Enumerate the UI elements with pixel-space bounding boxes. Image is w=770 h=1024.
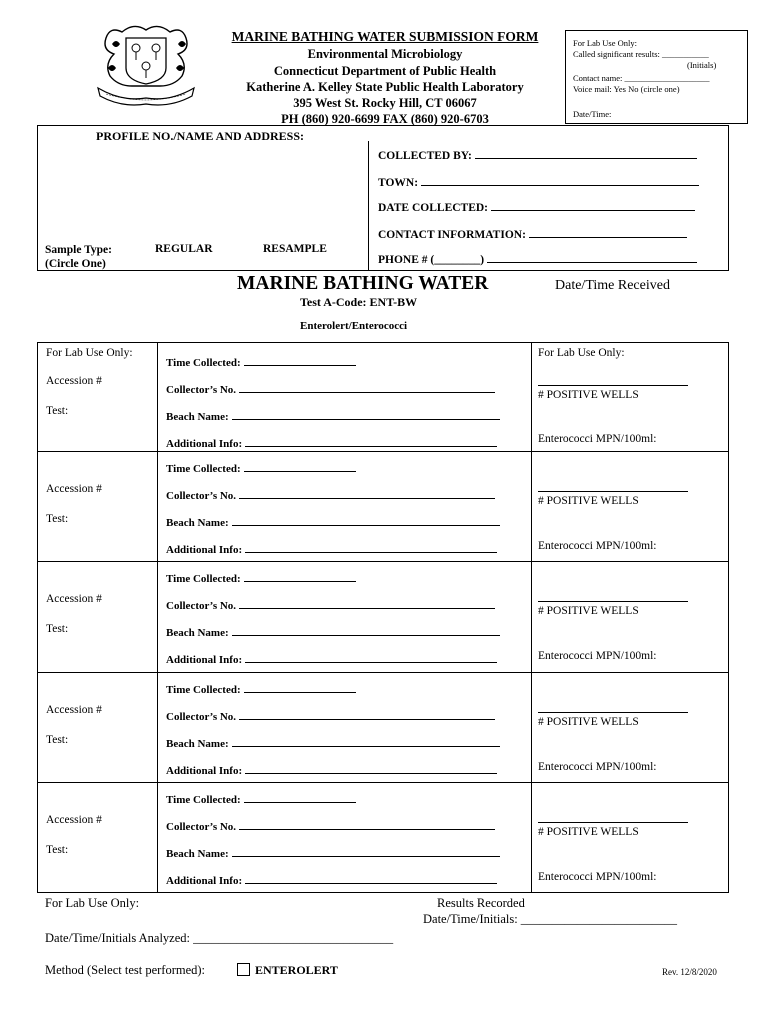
beach-name-line[interactable]	[232, 515, 500, 526]
collectors-number-field[interactable]	[166, 598, 495, 612]
time-collected-line[interactable]	[244, 461, 356, 472]
collectors-number-field[interactable]	[166, 709, 495, 723]
collectors-number-field[interactable]	[166, 382, 495, 396]
test-field[interactable]: Test:	[46, 734, 69, 746]
beach-name-field[interactable]	[166, 515, 500, 529]
test-field[interactable]: Test:	[46, 844, 69, 856]
department-name: Environmental Microbiology	[307, 47, 463, 61]
collectors-number-label: Collector’s No.	[166, 384, 237, 396]
positive-wells-label: # POSITIVE WELLS	[538, 605, 639, 617]
town-field[interactable]	[378, 174, 699, 189]
time-collected-line[interactable]	[244, 792, 356, 803]
phone-label: PHONE # (________)	[378, 254, 485, 266]
contact-information-field[interactable]	[378, 226, 687, 241]
collectors-number-line[interactable]	[239, 488, 495, 499]
connecticut-state-seal	[92, 24, 200, 106]
enterococci-mpn-field[interactable]: Enterococci MPN/100ml:	[538, 871, 657, 883]
beach-name-label: Beach Name:	[166, 738, 229, 750]
collected-by-line[interactable]	[475, 147, 697, 159]
additional-info-label: Additional Info:	[166, 438, 243, 450]
lab-box-datetime[interactable]: Date/Time:	[573, 109, 612, 119]
town-line[interactable]	[421, 174, 699, 186]
laboratory-phone: PH (860) 920-6699 FAX (860) 920-6703	[281, 112, 489, 126]
contact-information-line[interactable]	[529, 226, 687, 238]
time-collected-label: Time Collected:	[166, 573, 241, 585]
agency-name: Connecticut Department of Public Health	[273, 64, 497, 78]
date-collected-label: DATE COLLECTED:	[378, 202, 489, 214]
section-title: MARINE BATHING WATER	[237, 273, 489, 294]
additional-info-line[interactable]	[245, 542, 497, 553]
beach-name-field[interactable]	[166, 625, 500, 639]
positive-wells-label: # POSITIVE WELLS	[538, 495, 639, 507]
phone-line[interactable]	[487, 251, 697, 263]
date-collected-line[interactable]	[491, 199, 695, 211]
collectors-number-line[interactable]	[239, 819, 495, 830]
additional-info-field[interactable]	[166, 542, 497, 556]
additional-info-line[interactable]	[245, 763, 497, 774]
block-divider-left	[157, 673, 158, 782]
sample-block	[37, 451, 729, 562]
positive-wells-line[interactable]	[538, 491, 688, 492]
time-collected-line[interactable]	[244, 571, 356, 582]
laboratory-name: Katherine A. Kelley State Public Health Laboratory	[246, 80, 524, 94]
time-collected-label: Time Collected:	[166, 463, 241, 475]
profile-label: PROFILE NO./NAME AND ADDRESS:	[96, 129, 305, 143]
time-collected-label: Time Collected:	[166, 357, 241, 369]
block-divider-right	[531, 452, 532, 561]
called-results-field[interactable]: Called significant results: ___________	[573, 49, 709, 59]
test-field[interactable]: Test:	[46, 405, 69, 417]
collectors-number-line[interactable]	[239, 709, 495, 720]
beach-name-line[interactable]	[232, 409, 500, 420]
enterococci-mpn-field[interactable]: Enterococci MPN/100ml:	[538, 650, 657, 662]
time-collected-field[interactable]	[166, 792, 356, 806]
accession-number-field[interactable]: Accession #	[46, 593, 102, 605]
beach-name-line[interactable]	[232, 846, 500, 857]
additional-info-label: Additional Info:	[166, 654, 243, 666]
voicemail-choice[interactable]: Voice mail: Yes No (circle one)	[573, 84, 680, 94]
block-lab-use-label-right: For Lab Use Only:	[538, 347, 625, 359]
accession-number-field[interactable]: Accession #	[46, 483, 102, 495]
lab-use-box	[565, 30, 748, 124]
time-collected-field[interactable]	[166, 461, 356, 475]
time-collected-label: Time Collected:	[166, 794, 241, 806]
enterococci-mpn-field[interactable]: Enterococci MPN/100ml:	[538, 433, 657, 445]
positive-wells-label: # POSITIVE WELLS	[538, 716, 639, 728]
beach-name-field[interactable]	[166, 736, 500, 750]
time-collected-label: Time Collected:	[166, 684, 241, 696]
initials-label: (Initials)	[687, 60, 717, 70]
results-recorded-label: Results Recorded	[437, 896, 525, 910]
time-collected-field[interactable]	[166, 682, 356, 696]
collectors-number-label: Collector’s No.	[166, 821, 237, 833]
collectors-number-label: Collector’s No.	[166, 711, 237, 723]
date-time-received-label: Date/Time Received	[555, 278, 670, 293]
enterococci-mpn-field[interactable]: Enterococci MPN/100ml:	[538, 540, 657, 552]
collectors-number-field[interactable]	[166, 488, 495, 502]
beach-name-line[interactable]	[232, 736, 500, 747]
collected-by-field[interactable]	[378, 147, 697, 162]
method-name: Enterolert/Enterococci	[300, 320, 408, 332]
collectors-number-label: Collector’s No.	[166, 600, 237, 612]
sample-block	[37, 672, 729, 783]
results-date-time-initials-field[interactable]: Date/Time/Initials: _________________________	[423, 912, 678, 926]
test-field[interactable]: Test:	[46, 623, 69, 635]
enterococci-mpn-field[interactable]: Enterococci MPN/100ml:	[538, 761, 657, 773]
additional-info-field[interactable]	[166, 873, 497, 887]
phone-field[interactable]	[378, 251, 697, 266]
collectors-number-line[interactable]	[239, 598, 495, 609]
additional-info-field[interactable]	[166, 436, 497, 450]
block-divider-right	[531, 673, 532, 782]
beach-name-label: Beach Name:	[166, 627, 229, 639]
accession-number-field[interactable]: Accession #	[46, 704, 102, 716]
block-divider-right	[531, 562, 532, 672]
sample-type-regular[interactable]: REGULAR	[155, 243, 213, 255]
additional-info-line[interactable]	[245, 652, 497, 663]
contact-name-field[interactable]: Contact name: ____________________	[573, 73, 710, 83]
beach-name-field[interactable]	[166, 409, 500, 423]
positive-wells-line[interactable]	[538, 385, 688, 386]
date-time-initials-analyzed-field[interactable]: Date/Time/Initials Analyzed: ________________________________	[45, 931, 394, 945]
sample-type-label	[45, 243, 112, 271]
block-divider-right	[531, 343, 532, 451]
block-divider-right	[531, 783, 532, 892]
profile-divider	[368, 141, 369, 271]
additional-info-field[interactable]	[166, 652, 497, 666]
positive-wells-label: # POSITIVE WELLS	[538, 389, 639, 401]
date-collected-field[interactable]	[378, 199, 695, 214]
block-divider-left	[157, 783, 158, 892]
block-divider-left	[157, 343, 158, 451]
contact-information-label: CONTACT INFORMATION:	[378, 229, 526, 241]
beach-name-label: Beach Name:	[166, 517, 229, 529]
accession-number-field[interactable]: Accession #	[46, 814, 102, 826]
method-label: Method (Select test performed):	[45, 963, 206, 977]
additional-info-label: Additional Info:	[166, 544, 243, 556]
time-collected-line[interactable]	[244, 355, 356, 366]
accession-number-field[interactable]: Accession #	[46, 375, 102, 387]
form-title: MARINE BATHING WATER SUBMISSION FORM	[231, 29, 539, 44]
test-field[interactable]: Test:	[46, 513, 69, 525]
collected-by-label: COLLECTED BY:	[378, 150, 472, 162]
positive-wells-line[interactable]	[538, 601, 688, 602]
beach-name-line[interactable]	[232, 625, 500, 636]
beach-name-label: Beach Name:	[166, 848, 229, 860]
test-code: Test A-Code: ENT-BW	[300, 295, 418, 309]
sample-type-text: Sample Type:	[45, 244, 112, 256]
enterolert-option-label: ENTEROLERT	[255, 963, 338, 977]
block-divider-left	[157, 452, 158, 561]
revision-date: Rev. 12/8/2020	[662, 967, 717, 977]
block-lab-use-label: For Lab Use Only:	[46, 347, 133, 359]
collectors-number-line[interactable]	[239, 382, 495, 393]
lab-box-title: For Lab Use Only:	[573, 38, 637, 48]
town-label: TOWN:	[378, 177, 419, 189]
laboratory-address: 395 West St. Rocky Hill, CT 06067	[293, 96, 477, 110]
beach-name-field[interactable]	[166, 846, 500, 860]
footer-lab-use-label: For Lab Use Only:	[45, 896, 140, 910]
additional-info-label: Additional Info:	[166, 875, 243, 887]
enterolert-checkbox[interactable]	[237, 963, 250, 976]
additional-info-line[interactable]	[245, 873, 497, 884]
sample-block	[37, 782, 729, 893]
positive-wells-line[interactable]	[538, 822, 688, 823]
time-collected-line[interactable]	[244, 682, 356, 693]
sample-block	[37, 342, 729, 452]
collectors-number-field[interactable]	[166, 819, 495, 833]
sample-block	[37, 561, 729, 673]
sample-type-resample[interactable]: RESAMPLE	[263, 243, 327, 255]
block-divider-left	[157, 562, 158, 672]
positive-wells-line[interactable]	[538, 712, 688, 713]
positive-wells-label: # POSITIVE WELLS	[538, 826, 639, 838]
additional-info-label: Additional Info:	[166, 765, 243, 777]
additional-info-field[interactable]	[166, 763, 497, 777]
beach-name-label: Beach Name:	[166, 411, 229, 423]
time-collected-field[interactable]	[166, 571, 356, 585]
time-collected-field[interactable]	[166, 355, 356, 369]
collectors-number-label: Collector’s No.	[166, 490, 237, 502]
circle-one-text: (Circle One)	[45, 258, 106, 270]
additional-info-line[interactable]	[245, 436, 497, 447]
